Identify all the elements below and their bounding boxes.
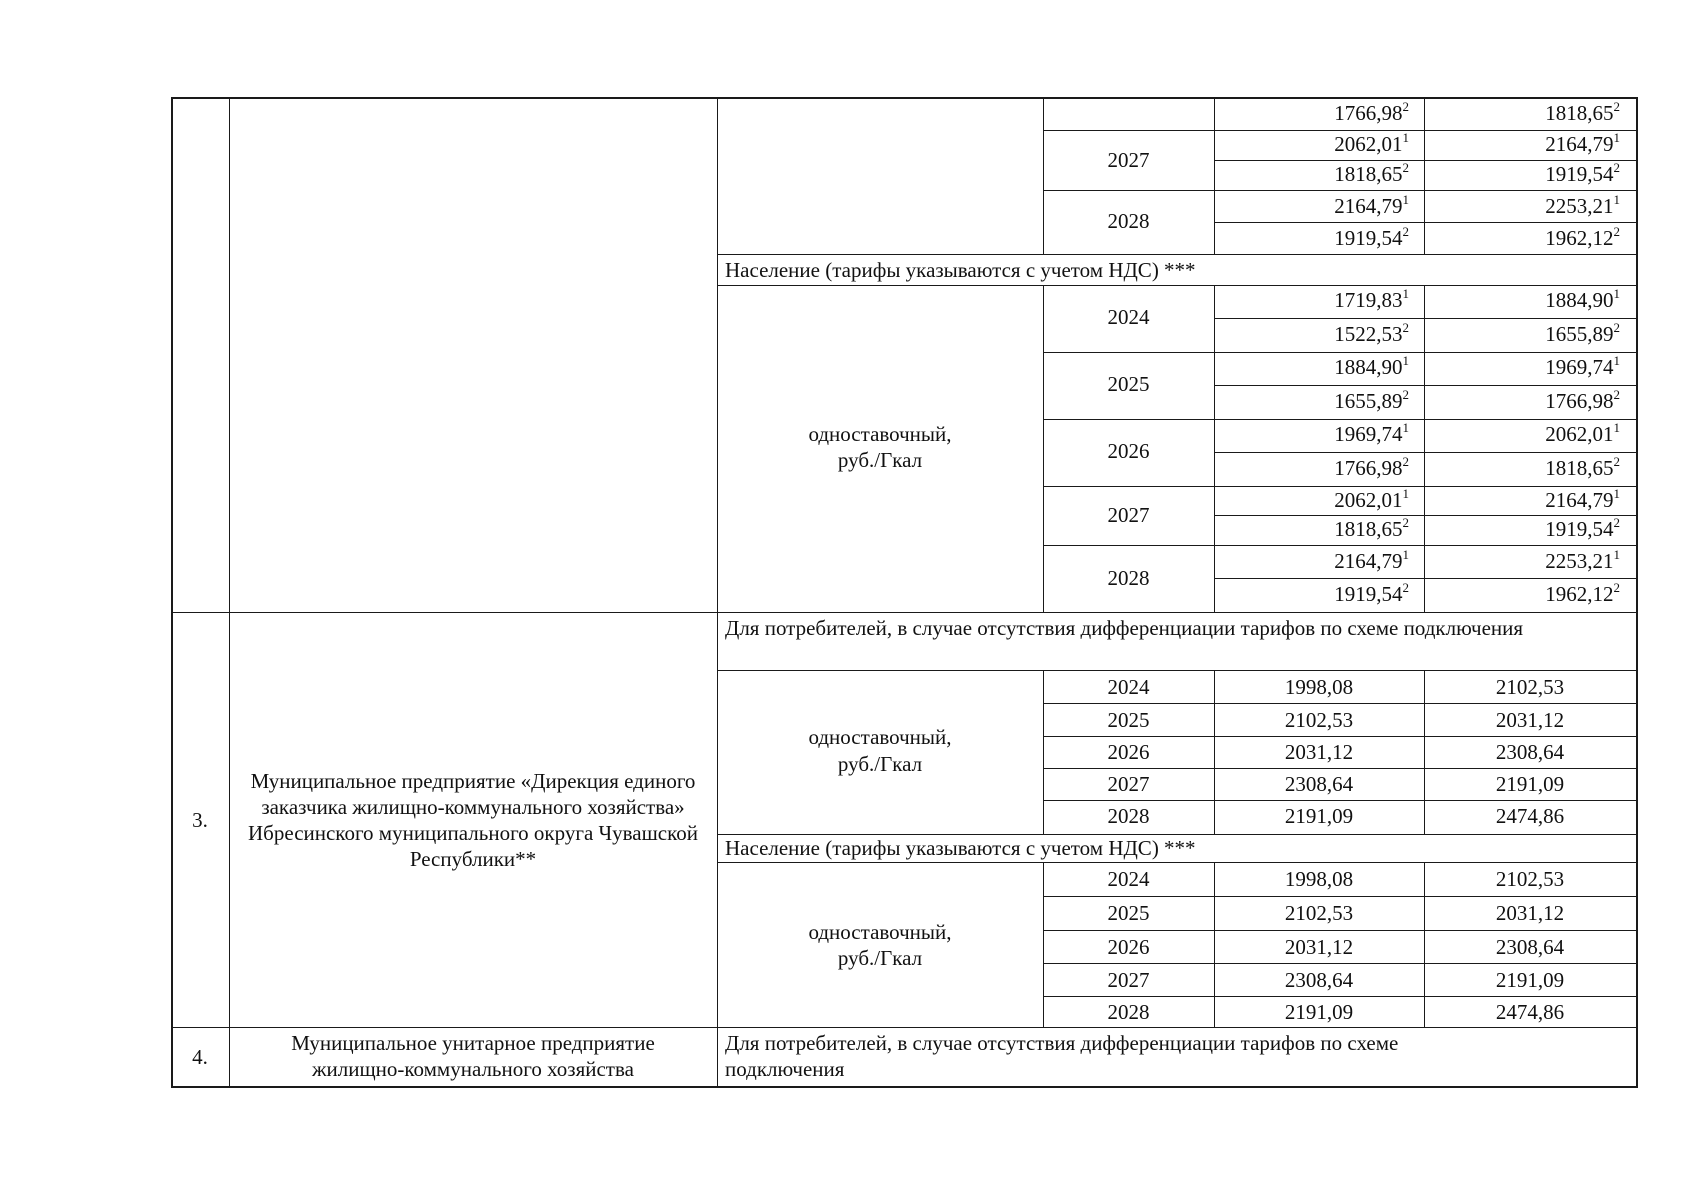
tariff-unit-label: руб./Гкал — [837, 448, 923, 472]
tariff-type-label: одноставочный, — [808, 422, 952, 446]
value-cell: 1818,65$^2$ — [1545, 99, 1620, 125]
row-line — [1043, 190, 1636, 191]
value-cell: 2253,21$^1$ — [1545, 192, 1620, 218]
value-cell: 1818,65$^2$ — [1545, 454, 1620, 480]
section-header-population: Население (тарифы указываются с учетом НДС) *** — [725, 258, 1196, 282]
row-line — [1043, 545, 1636, 546]
value-cell: 1818,65$^2$ — [1334, 160, 1409, 186]
row-line — [1214, 385, 1636, 386]
year-cell: 2026 — [1107, 740, 1150, 764]
row-line — [1214, 515, 1636, 516]
value-cell: 2062,01$^1$ — [1545, 420, 1620, 446]
row-line — [1214, 160, 1636, 161]
value-cell: 1655,89$^2$ — [1334, 387, 1409, 413]
year-cell: 2026 — [1107, 935, 1150, 959]
year-cell: 2028 — [1107, 1000, 1150, 1024]
value-cell: 1522,53$^2$ — [1334, 320, 1409, 346]
value-cell: 1884,90$^1$ — [1545, 286, 1620, 312]
value-cell: 2474,86 — [1495, 1000, 1565, 1024]
value-cell: 1655,89$^2$ — [1545, 320, 1620, 346]
row-line — [1043, 486, 1636, 487]
value-cell: 2031,12 — [1284, 740, 1354, 764]
row-line — [1043, 130, 1214, 131]
row-line — [1043, 996, 1636, 997]
value-cell: 2062,01$^1$ — [1334, 130, 1409, 156]
value-cell: 1766,98$^2$ — [1334, 99, 1409, 125]
value-cell: 1766,98$^2$ — [1545, 387, 1620, 413]
row-line — [1043, 703, 1636, 704]
year-cell: 2025 — [1107, 372, 1150, 396]
value-cell: 2164,79$^1$ — [1334, 547, 1409, 573]
value-cell: 2191,09 — [1284, 1000, 1354, 1024]
year-cell: 2025 — [1107, 708, 1150, 732]
value-cell: 2102,53 — [1495, 867, 1565, 891]
year-cell: 2027 — [1107, 503, 1150, 527]
row-line — [1214, 578, 1636, 579]
row-number: 3. — [192, 808, 208, 832]
year-cell: 2028 — [1107, 566, 1150, 590]
year-cell: 2028 — [1107, 804, 1150, 828]
value-cell: 2474,86 — [1495, 804, 1565, 828]
table-border-bottom — [171, 1086, 1638, 1088]
value-cell: 2062,01$^1$ — [1334, 486, 1409, 512]
value-cell: 2164,79$^1$ — [1334, 192, 1409, 218]
value-cell: 1919,54$^2$ — [1545, 515, 1620, 541]
value-cell: 2164,79$^1$ — [1545, 486, 1620, 512]
row-line — [717, 862, 1636, 863]
value-cell: 2031,12 — [1495, 708, 1565, 732]
value-cell: 1962,12$^2$ — [1545, 224, 1620, 250]
value-cell: 2308,64 — [1495, 935, 1565, 959]
year-cell: 2024 — [1107, 675, 1150, 699]
section-header-consumers: Для потребителей, в случае отсутствия дифференциации тарифов по схеме подключения — [725, 616, 1524, 640]
section-header-population: Население (тарифы указываются с учетом НДС) *** — [725, 836, 1196, 860]
year-cell: 2024 — [1107, 867, 1150, 891]
row-line — [717, 285, 1636, 286]
value-cell: 2191,09 — [1495, 772, 1565, 796]
section-header-consumers-line2: подключения — [725, 1057, 845, 1081]
row-line — [1214, 452, 1636, 453]
row-line — [171, 1027, 1638, 1028]
row-line — [717, 670, 1636, 671]
value-cell: 2308,64 — [1284, 968, 1354, 992]
tariff-unit-label: руб./Гкал — [837, 946, 923, 970]
row-line — [1043, 352, 1636, 353]
value-cell: 1919,54$^2$ — [1334, 224, 1409, 250]
value-cell: 2308,64 — [1495, 740, 1565, 764]
row-number: 4. — [192, 1045, 208, 1069]
value-cell: 1998,08 — [1284, 675, 1354, 699]
value-cell: 1818,65$^2$ — [1334, 515, 1409, 541]
col-divider-number — [229, 97, 230, 1087]
row-line — [1043, 930, 1636, 931]
row-line — [1043, 896, 1636, 897]
value-cell: 2308,64 — [1284, 772, 1354, 796]
table-border-top — [171, 97, 1638, 99]
tariff-unit-label: руб./Гкал — [837, 752, 923, 776]
value-cell: 1969,74$^1$ — [1334, 420, 1409, 446]
row-line — [1043, 963, 1636, 964]
value-cell: 2164,79$^1$ — [1545, 130, 1620, 156]
organization-name-line1: Муниципальное унитарное предприятие — [291, 1031, 655, 1055]
value-cell: 1969,74$^1$ — [1545, 353, 1620, 379]
value-cell: 2191,09 — [1495, 968, 1565, 992]
year-cell: 2024 — [1107, 305, 1150, 329]
year-cell: 2025 — [1107, 901, 1150, 925]
row-line — [1043, 800, 1636, 801]
section-header-consumers-line1: Для потребителей, в случае отсутствия дифференциации тарифов по схеме — [725, 1031, 1399, 1055]
row-line — [717, 834, 1636, 835]
tariff-type-label: одноставочный, — [808, 920, 952, 944]
year-cell: 2028 — [1107, 209, 1150, 233]
tariff-type-label: одноставочный, — [808, 725, 952, 749]
row-line — [171, 612, 1638, 613]
row-line — [717, 254, 1636, 255]
year-cell: 2026 — [1107, 439, 1150, 463]
value-cell: 2102,53 — [1284, 901, 1354, 925]
organization-name-line2: жилищно-коммунального хозяйства — [312, 1057, 634, 1081]
table-border-right — [1636, 97, 1638, 1087]
value-cell: 1766,98$^2$ — [1334, 454, 1409, 480]
organization-name: Муниципальное предприятие «Дирекция единого заказчика жилищно-коммунального хозяйства» Ибресинского муниципального округа Чувашской Республики** — [248, 769, 698, 871]
value-cell: 2031,12 — [1495, 901, 1565, 925]
value-cell: 2253,21$^1$ — [1545, 547, 1620, 573]
value-cell: 1998,08 — [1284, 867, 1354, 891]
row-line — [1043, 419, 1636, 420]
value-cell: 2102,53 — [1495, 675, 1565, 699]
value-cell: 2102,53 — [1284, 708, 1354, 732]
table-border-left — [171, 97, 173, 1087]
year-cell: 2027 — [1107, 968, 1150, 992]
value-cell: 2191,09 — [1284, 804, 1354, 828]
value-cell: 2031,12 — [1284, 935, 1354, 959]
value-cell: 1919,54$^2$ — [1545, 160, 1620, 186]
row-line — [1043, 736, 1636, 737]
value-cell: 1884,90$^1$ — [1334, 353, 1409, 379]
value-cell: 1919,54$^2$ — [1334, 580, 1409, 606]
row-line — [1043, 768, 1636, 769]
row-line — [1214, 318, 1636, 319]
value-cell: 1962,12$^2$ — [1545, 580, 1620, 606]
row-line — [1214, 222, 1636, 223]
value-cell: 1719,83$^1$ — [1334, 286, 1409, 312]
year-cell: 2027 — [1107, 772, 1150, 796]
row-line — [1214, 130, 1636, 131]
year-cell: 2027 — [1107, 148, 1150, 172]
